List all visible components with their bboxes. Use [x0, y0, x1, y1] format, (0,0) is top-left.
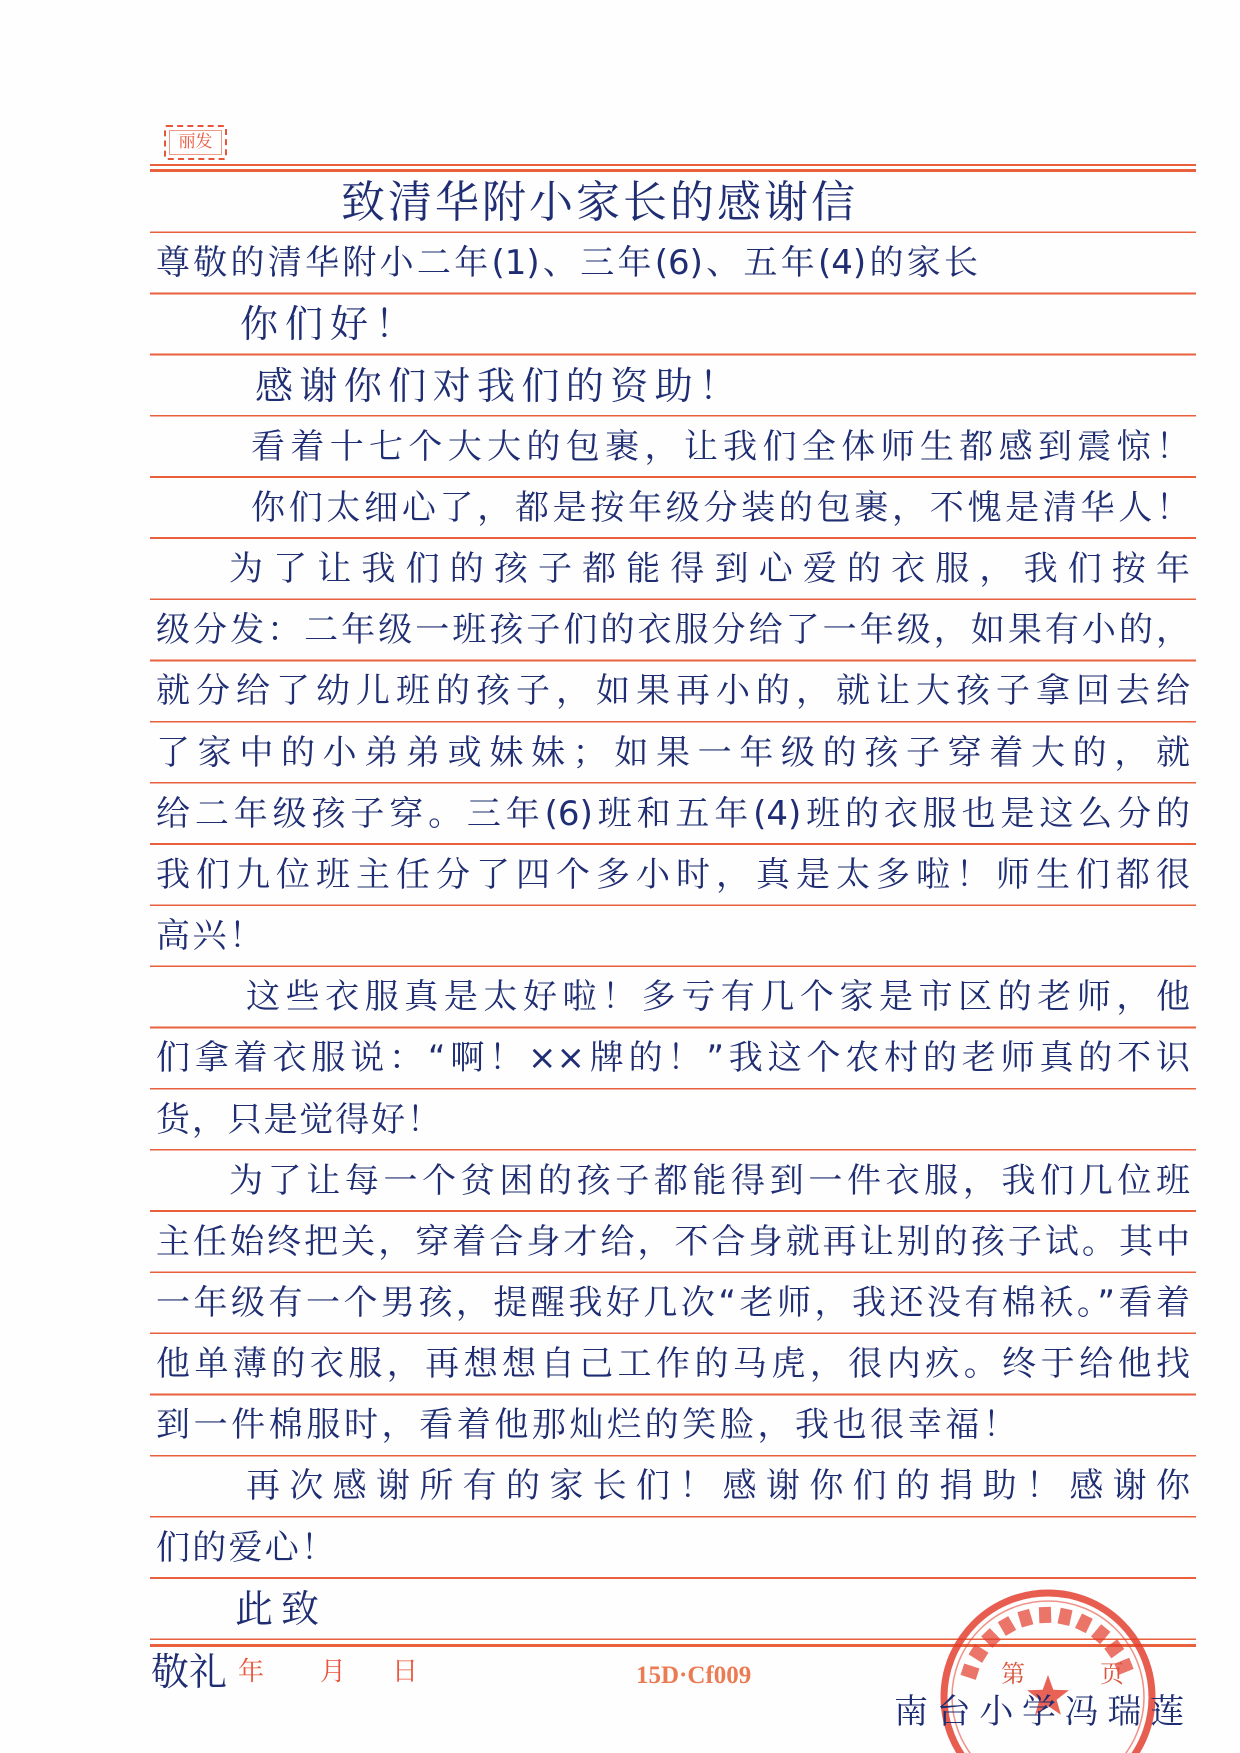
- closing-salute: 敬礼: [151, 1650, 228, 1694]
- greeting: 你们好！: [240, 302, 413, 347]
- letter-line: 感谢你们对我们的资助！: [255, 363, 737, 408]
- letter-row: [150, 845, 1196, 906]
- letter-line: 他单薄的衣服，再想想自己工作的马虎，很内疚。终于给他找: [156, 1344, 1190, 1385]
- letter-row: [150, 233, 1196, 294]
- letter-row: [150, 1273, 1196, 1334]
- letter-line: 这些衣服真是太好啦！多亏有几个家是市区的老师，他: [246, 977, 1190, 1018]
- letter-row: [150, 661, 1196, 722]
- letter-line: 一年级有一个男孩，提醒我好几次“老师，我还没有棉袄。”看着: [156, 1282, 1190, 1323]
- letter-line: 为了让每一个贫困的孩子都能得到一件衣服，我们几位班: [229, 1160, 1190, 1201]
- letter-row: [150, 1395, 1196, 1456]
- letter-row: [150, 1334, 1196, 1395]
- seal-glyph-mark: [969, 1644, 989, 1663]
- title-row: [150, 172, 1196, 233]
- letter-row: [150, 1151, 1196, 1212]
- letter-line: 们拿着衣服说：“啊！××牌的！”我这个农村的老师真的不识: [156, 1038, 1190, 1079]
- seal-glyph-mark: [1017, 1609, 1033, 1628]
- letter-row: [150, 1517, 1196, 1578]
- signature: 南台小学冯瑞莲: [894, 1692, 1184, 1732]
- seal-glyph-mark: [1091, 1624, 1110, 1644]
- letter-line: 了家中的小弟弟或妹妹；如果一年级的孩子穿着大的，就: [156, 732, 1190, 773]
- letter-line: 我们九位班主任分了四个多小时，真是太多啦！师生们都很: [156, 854, 1190, 895]
- letter-row: [150, 784, 1196, 845]
- header-stamp: 丽发: [164, 125, 227, 160]
- letter-row: [150, 355, 1196, 416]
- letter-row: [150, 478, 1196, 539]
- letter-line: 看着十七个大大的包裹，让我们全体师生都感到震惊！: [251, 426, 1190, 467]
- letter-line: 再次感谢所有的家长们！感谢你们的捐助！感谢你: [246, 1466, 1190, 1507]
- letter-row: [150, 722, 1196, 783]
- letter-row: [150, 417, 1196, 478]
- letter-row: [150, 294, 1196, 355]
- letter-line: 们的爱心！: [156, 1527, 335, 1568]
- seal-glyph-mark: [981, 1628, 1001, 1648]
- letter-line: 货，只是觉得好！: [156, 1099, 441, 1140]
- letter-row: [150, 906, 1196, 967]
- letter-row: [150, 600, 1196, 661]
- letter-row: [150, 1089, 1196, 1150]
- seal-glyph-mark: [1039, 1607, 1052, 1623]
- top-rule-thin: [150, 164, 1196, 166]
- letter-row: [150, 1028, 1196, 1089]
- letter-row: [150, 967, 1196, 1028]
- date-year-label: 年: [238, 1657, 265, 1687]
- seal-glyph-mark: [1075, 1613, 1093, 1633]
- seal-glyph-mark: [1104, 1639, 1124, 1658]
- letter-line: 就分给了幼儿班的孩子，如果再小的，就让大孩子拿回去给: [156, 671, 1190, 712]
- seal-glyph-mark: [1057, 1608, 1072, 1626]
- letter-line: 到一件棉服时，看着他那灿烂的笑脸，我也很幸福！: [156, 1405, 1017, 1446]
- letter-row: [150, 1456, 1196, 1517]
- letter-row: [150, 1212, 1196, 1273]
- form-code: 15D·Cf009: [636, 1662, 752, 1689]
- page-label-prefix: 第: [1001, 1660, 1025, 1688]
- closing-phrase: 此致: [235, 1586, 319, 1631]
- salutation: 尊敬的清华附小二年(1)、三年(6)、五年(4)的家长: [156, 243, 978, 284]
- letter-line: 级分发：二年级一班孩子们的衣服分给了一年级，如果有小的，: [156, 610, 1190, 651]
- letter-line: 你们太细心了，都是按年级分装的包裹，不愧是清华人！: [251, 487, 1190, 528]
- letter-row: [150, 539, 1196, 600]
- ruled-sheet: [150, 172, 1196, 1641]
- letter-line: 主任始终把关，穿着合身才给，不合身就再让别的孩子试。其中: [156, 1221, 1190, 1262]
- date-day-label: 日: [392, 1657, 419, 1687]
- seal-glyph-mark: [961, 1664, 980, 1680]
- date-month-label: 月: [320, 1657, 347, 1687]
- seal-glyph-mark: [998, 1616, 1016, 1636]
- letter-line: 为了让我们的孩子都能得到心爱的衣服，我们按年: [229, 549, 1190, 590]
- letter-line: 高兴！: [156, 916, 263, 957]
- page-label-suffix: 页: [1100, 1660, 1124, 1688]
- letter-line: 给二年级孩子穿。三年(6)班和五年(4)班的衣服也是这么分的: [156, 793, 1190, 834]
- letter-title: 致清华附小家长的感谢信: [341, 177, 855, 229]
